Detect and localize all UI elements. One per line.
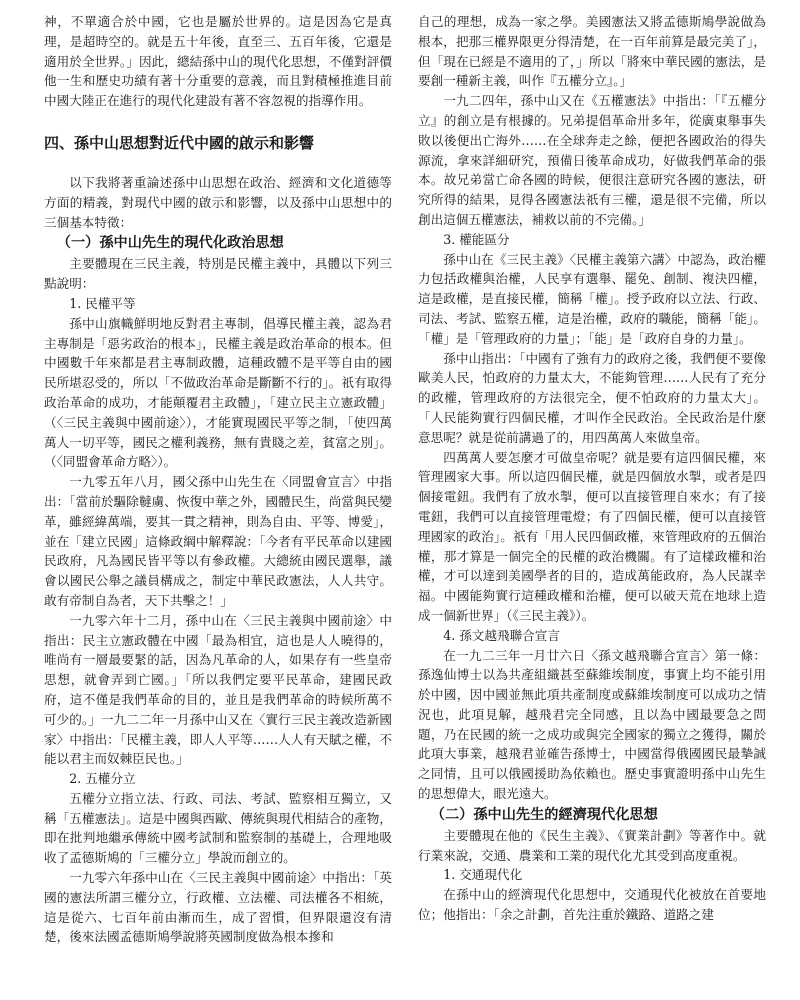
item-heading: 1. 民權平等: [69, 295, 136, 311]
paragraph: 神，不單適合於中國，它也是屬於世界的。這是因為它是真理，是超時空的。就是五十年後，直至三、五百年後，它還是適用於全世界。」因此，總結孫中山的現代化思想，不僅對評價他一生和歷史功績有著十分重要的意義，而且對積極推進目前中國大陸正在進行的現代化建設有著不容忽視的指導作用。: [44, 14, 392, 109]
paragraph: 五權分立指立法、行政、司法、考試、監察相互獨立，又稱「五權憲法」。這是中國與西歐、傳統與現代相結合的產物，即在批判地繼承傳統中國考試制和監察制的基礎上，合理地吸收了孟德斯鳩的「三權分立」學說而創立的。: [44, 790, 392, 866]
section-heading: 四、孫中山思想對近代中國的啟示和影響: [44, 133, 315, 152]
subsection-heading: （二）孫中山先生的經濟現代化思想: [430, 806, 658, 823]
paragraph: 一九零五年八月，國父孫中山先生在〈同盟會宣言〉中指出：「當前於驅除韃虜、恢復中華之外，國體民生，尚當與民變革，雖經緯萬端，要其一貫之精神，則為自由、平等、博愛」，並在「建立民國」這條政綱中解釋說：「今者有平民革命以建國民政府，凡為國民皆平等以有參政權。大總統由國民選舉，議會以國民公舉之議員構成之，制定中華民政憲法，人人共守。敢有帝制自為者，天下共擊之！」: [44, 474, 392, 608]
paragraph: 在一九二三年一月廿六日〈孫文越飛聯合宣言〉第一條：孫逸仙博士以為共產組織甚至蘇維埃制度，事實上均不能引用於中國，因中國並無此項共產制度或蘇維埃制度可以成功之情況也，此項見解，越飛君完全同感，且以為中國最要急之問題，乃在民國的統一之成功或與完全國家的獨立之獲得，關於此項大事業，越飛君並確告孫博士，中國當得俄國國民最摯誠之同情，且可以俄國援助為依賴也。歷史事實證明孫中山先生的思想偉大，眼光遠大。: [418, 647, 766, 802]
left-column: [44, 12, 392, 947]
paragraph: 在孫中山的經濟現代化思想中，交通現代化被放在首要地位；他指出：「余之計劃，首先注重於鐵路、道路之建: [418, 887, 766, 923]
paragraph: 以下我將著重論述孫中山思想在政治、經濟和文化道德等方面的精義，對現代中國的啟示和影響，以及孫中山思想中的三個基本特徵：: [44, 174, 392, 230]
paragraph: 孫中山在《三民主義》〈民權主義第六講〉中認為，政治權力包括政權與治權，人民享有選舉、罷免、創制、複決四權，這是政權，是直接民權，簡稱「權」。授予政府以立法、行政、司法、考試、監察五權，這是治權，政府的職能，簡稱「能」。「權」是「管理政府的力量」；「能」是「政府自身的力量」。: [418, 251, 766, 346]
paragraph: 主要體現在三民主義，特別是民權主義中，具體以下列三點說明：: [44, 256, 392, 292]
subsection-heading: （一）孫中山先生的現代化政治思想: [56, 235, 284, 252]
paragraph: 主要體現在他的《民生主義》、《實業計劃》等著作中。就行業來說，交通、農業和工業的現代化尤其受到高度重視。: [418, 827, 766, 863]
paragraph: 一九二四年，孫中山又在《五權憲法》中指出：「『五權分立』的創立是有根據的。兄弟提倡革命卅多年，從廣東舉事失敗以後便出亡海外……在全球奔走之餘，便把各國政治的得失源流，拿來詳細研究，預備日後革命成功，好做我們革命的張本。故兄弟當亡命各國的時候，便很注意研究各國的憲法，研究所得的結果，見得各國憲法祇有三權，還是很不完備，所以創出這個五權憲法，補救以前的不完備。」: [418, 93, 766, 227]
right-column: [418, 12, 766, 925]
item-heading: 3. 權能區分: [443, 231, 510, 247]
paragraph: 孫中山旗幟鮮明地反對君主專制，倡導民權主義，認為君主專制是「惡劣政治的根本」，民權主義是政治革命的根本。但中國數千年來都是君主專制政體，這種政體不是平等自由的國民所堪忍受的，所以「不做政治革命是斷斷不行的」。祇有取得政治革命的成功，才能顛覆君主政體」，「建立民主立憲政體」（〈三民主義與中國前途〉），才能實現國民平等之制，「使四萬萬人一切平等，國民之權利義務，無有貴賤之差，貧富之別」。（〈同盟會革命方略〉）。: [44, 315, 392, 470]
paragraph: 一九零六年十二月，孫中山在〈三民主義與中國前途〉中指出：民主立憲政體在中國「最為相宜，這也是人人曉得的，唯尚有一層最要緊的話，因為凡革命的人，如果存有一些皇帝思想，就會弄到亡國。」「所以我們定要平民革命，建國民政府，這不僅是我們革命的目的，並且是我們革命的時候所萬不可少的。」一九二二年一月孫中山又在〈實行三民主義改造新國家〉中指出：「民權主義，即人人平等……人人有天賦之權，不能以君主而奴棘臣民也。」: [44, 612, 392, 767]
paragraph: 四萬萬人要怎麼才可做皇帝呢？就是要有這四個民權，來管理國家大事。所以這四個民權，就是四個放水掣，或者是四個接電鈕。我們有了放水掣，便可以直接管理自來水；有了接電鈕，我們可以直接管理電燈；有了四個民權，便可以直接管理國家的政治」。祇有「用人民四個政權，來管理政府的五個治權，那才算是一個完全的民權的政治機關。有了這樣政權和治權，才可以達到美國學者的目的，造成萬能政府，為人民謀幸福。中國能夠實行這種政權和治權，便可以破天荒在地球上造成一個新世界」（《三民主義》）。: [418, 449, 766, 623]
item-heading: 1. 交通現代化: [443, 867, 523, 883]
paragraph: 孫中山指出：「中國有了強有力的政府之後，我們便不要像歐美人民，怕政府的力量太大，不能夠管理……人民有了充分的政權，管理政府的方法很完全，便不怕政府的力量太大」。「人民能夠實行四個民權，才叫作全民政治。全民政治是什麼意思呢？就是從前講過了的，用四萬萬人來做皇帝。: [418, 350, 766, 445]
paragraph: 一九零六年孫中山在〈三民主義與中國前途〉中指出：「英國的憲法所謂三權分立，行政權、立法權、司法權各不相統，這是從六、七百年前由漸而生，成了習慣，但界限還沒有清楚，後來法國孟德斯鳩學說將英國制度做為根本摻和: [44, 870, 392, 945]
item-heading: 4. 孫文越飛聯合宣言: [443, 627, 560, 643]
item-heading: 2. 五權分立: [69, 771, 136, 787]
paragraph: 自己的理想，成為一家之學。美國憲法又將孟德斯鳩學說做為根本，把那三權界限更分得清楚，在一百年前算是最完美了」，但「現在已經是不適用的了，」所以「將來中華民國的憲法，是要創一種新主義，叫作『五權分立』。」: [418, 14, 766, 89]
